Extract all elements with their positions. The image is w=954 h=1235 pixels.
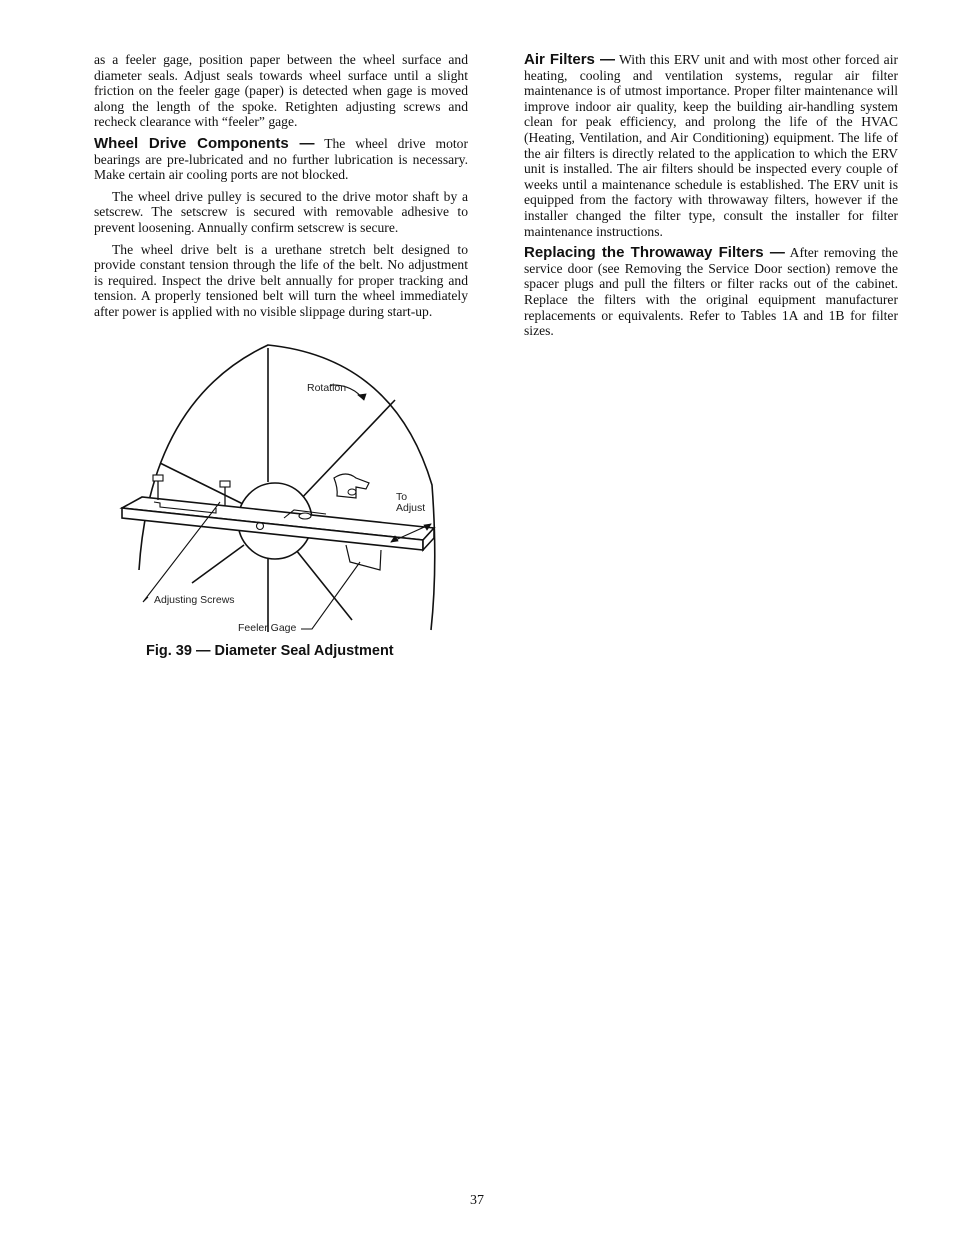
feeler-gage bbox=[346, 545, 381, 570]
adjust-label: Adjust bbox=[396, 502, 426, 514]
air-filters-paragraph bbox=[524, 52, 898, 239]
diameter-seal-illustration bbox=[94, 340, 468, 640]
wheel-drive-paragraph bbox=[94, 136, 468, 183]
air-filters-text: With this ERV unit and with most other forced air heating, cooling and ventilation systems, regular air filter maintenance is of utmost importance. Proper filter maintenance will improve indoor air quality, keep the building air-handling system clean for peak efficiency, and prolong the life of the HVAC (Heating, Ventilation, and Air Conditioning) equipment. The life of the air filters is directly related to the application to which the ERV unit is installed. The air filters should be inspected every couple of weeks until a maintenance schedule is established. The ERV unit is equipped from the factory with throwaway filters, however if the installer changed the filter type, consult the installer for filter maintenance instructions. bbox=[524, 52, 899, 239]
right-column bbox=[524, 52, 898, 345]
rotation-label: Rotation bbox=[307, 382, 347, 394]
replacing-filters-text: After removing the service door (see Removing the Service Door section) remove the spacer plugs and pull the filters or filter racks out of the cabinet. Replace the filters with the original equipment manufacturer replacements or equivalents. Refer to Tables 1A and 1B for filter sizes. bbox=[524, 245, 898, 339]
adjusting-screws-label: Adjusting Screws bbox=[154, 594, 235, 606]
air-filters-heading: Air Filters — bbox=[524, 51, 615, 68]
figure-caption: Fig. 39 — Diameter Seal Adjustment bbox=[146, 643, 394, 659]
wheel-drive-heading: Wheel Drive Components — bbox=[94, 134, 315, 152]
replacing-filters-heading: Replacing the Throwaway Filters — bbox=[524, 244, 785, 262]
diameter-seal-figure bbox=[94, 340, 468, 670]
seal-adjust-paragraph: as a feeler gage, position paper between the wheel surface and diameter seals. Adjust seals towards wheel surface until a slight friction on the feeler gage (paper) is detected when gage is moved along the length of the spoke. Retighten adjusting screws and recheck clearance with “feeler” gage. bbox=[94, 52, 468, 130]
page-number: 37 bbox=[470, 1193, 484, 1208]
hand bbox=[334, 474, 369, 498]
spoke bbox=[192, 545, 244, 583]
drive-pulley-paragraph: The wheel drive pulley is secured to the drive motor shaft by a setscrew. The setscrew is secured with removable adhesive to prevent loosening. Annually confirm setscrew is secure. bbox=[94, 188, 468, 235]
left-column bbox=[94, 52, 468, 326]
to-label: To bbox=[396, 491, 408, 503]
wheel-drive-text: The wheel drive motor bearings are pre-lubricated and no further lubrication is necessary. Make certain air cooling ports are not blocked. bbox=[94, 135, 468, 183]
drive-belt-paragraph: The wheel drive belt is a urethane stretch belt designed to provide constant tension through the life of the belt. No adjustment is required. Inspect the drive belt annually for proper tracking and tension. A properly tensioned belt will turn the wheel immediately after power is applied with no visible slippage during start-up. bbox=[94, 241, 468, 319]
feeler-gage-label: Feeler Gage bbox=[238, 622, 297, 634]
replacing-filters-paragraph bbox=[524, 245, 898, 339]
